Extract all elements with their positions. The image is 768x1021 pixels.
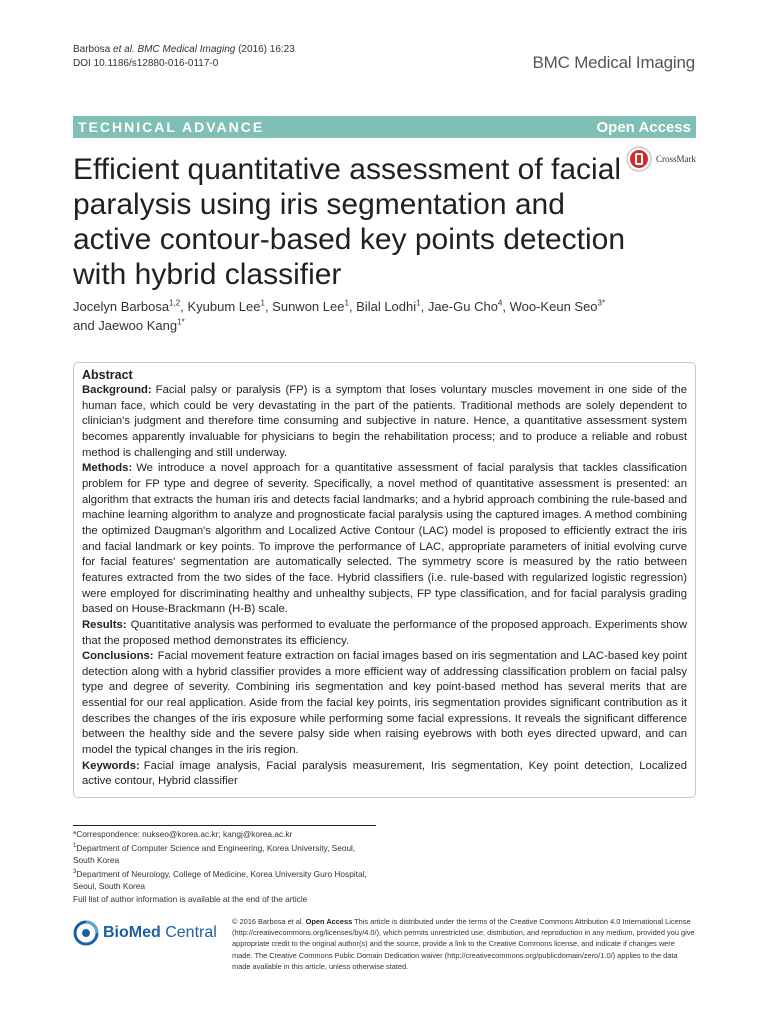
author-list <box>73 297 633 335</box>
author: Kyubum Lee$^1$, <box>187 298 273 314</box>
author: Sunwon Lee$^1$, <box>272 298 357 314</box>
results-label: Results: <box>82 618 127 631</box>
results-text: Quantitative analysis was performed to evaluate the performance of the proposed approach. Experiments show that the proposed method demonstrates its efficiency. <box>82 618 687 647</box>
author: Jocelyn Barbosa$^{1,2}$, <box>73 298 188 314</box>
article-type: TECHNICAL ADVANCE <box>78 119 265 135</box>
copyright: © 2016 Barbosa et al. <box>232 917 304 926</box>
abstract-methods <box>82 461 687 618</box>
license-open-access: Open Access <box>305 917 353 926</box>
license-body: This article is distributed under the terms of the Creative Commons Attribution 4.0 International License (http://creativecommons.org/licenses/by/4.0/), which permits unrestricted use, distribution, and reproduction in any medium, provided you give appropriate credit to the original author(s) and the source, provide a link to the Creative Commons license, and indicate if changes were made. The Creative Commons Public Domain Dedication waiver (http://creativecommons.org/publicdomain/zero/1.0/) applies to the data made available in this article, unless otherwise stated. <box>232 917 695 971</box>
license-text <box>232 916 696 972</box>
conclusions-label: Conclusions: <box>82 650 154 663</box>
correspondence: *Correspondence: nukseo@korea.ac.kr; kangj@korea.ac.kr <box>73 829 293 839</box>
methods-label: Methods: <box>82 462 133 475</box>
keywords-text: Facial image analysis, Facial paralysis measurement, Iris segmentation, Key point detection, Localized active contour, Hybrid classifier <box>82 759 687 788</box>
citation-line <box>73 43 295 57</box>
citation-year-volume: (2016) 16:23 <box>235 44 295 55</box>
citation-et-al: et al. <box>113 44 135 55</box>
abstract-conclusions <box>82 649 687 759</box>
journal-brand: BMC Medical Imaging <box>532 53 695 72</box>
conclusions-text: Facial movement feature extraction on facial images based on iris segmentation and LAC-based key point detection along with a hybrid classifier provides a more efficient way of addressing classification problem on facial palsy type and degree of severity. Combining iris segmentation and key point-based method has several merits that are essential for our real application. Aside from the facial key points, iris segmentation provides significant contribution as it describes the changes of the iris exposure while performing some facial expressions. It reveals the significant difference between the healthy side and the severe palsy side when raising eyebrows with both eyes directed upward, and can model the typical changes in the iris region. <box>82 650 687 757</box>
citation-author: Barbosa <box>73 44 111 55</box>
author: and Jaewoo Kang$^{1*}$ <box>73 317 185 333</box>
open-access-label: Open Access <box>596 118 691 136</box>
methods-text: We introduce a novel approach for a quantitative assessment of facial paralysis that tackles classification problem for FP type and degree of severity. Specifically, a novel method of quantitative assessment is presented: an algorithm that extracts the human iris and detects facial landmarks; and a hybrid approach combining the rule-based and machine learning algorithm to analyze and prognosticate facial paralysis using the captured images. A method combining the optimized Daugman's algorithm and Localized Active Contour (LAC) model is proposed to efficiently extract the iris and facial landmark or key points. To improve the performance of LAC, appropriate parameters of initial evolving curve for facial features' segmentation are automatically selected. The symmetry score is measured by the ratio between features extracted from the two sides of the face. Hybrid classifiers (i.e. rule-based with regularized logistic regression) were employed for discriminating healthy and unhealthy subjects, FP type classification, and for facial paralysis grading based on House-Brackmann (H-B) scale. <box>82 462 687 616</box>
author: Woo-Keun Seo$^{3*}$ <box>509 298 606 314</box>
crossmark-label: CrossMark <box>656 154 696 164</box>
abstract-results <box>82 618 687 649</box>
doi[interactable]: DOI 10.1186/s12880-016-0117-0 <box>73 58 219 69</box>
background-text: Facial palsy or paralysis (FP) is a symptom that loses voluntary muscles movement in one side of the human face, which could be very devastating in the part of the patients. Traditional methods are solely dependent to clinician's judgment and therefore time consuming and subjective in nature. Hence, a quantitative assessment system becomes apparently invaluable for physicians to begin the rehabilitation process; and to produce a reliable and robust method is challenging and still underway. <box>82 384 687 459</box>
footnote-divider <box>73 825 376 826</box>
full-list-note: Full list of author information is available at the end of the article <box>73 893 308 904</box>
abstract-heading: Abstract <box>82 368 133 382</box>
footnotes <box>73 828 378 905</box>
abstract-box <box>73 362 696 798</box>
keywords-label: Keywords: <box>82 759 140 772</box>
author: Jae-Gu Cho$^4$, <box>427 298 510 314</box>
header-citation <box>73 43 295 71</box>
publisher-name: BioMed Central <box>103 924 217 941</box>
author: Bilal Lodhi$^1$, <box>356 298 428 314</box>
crossmark-icon <box>626 146 652 172</box>
article-title: Efficient quantitative assessment of facial paralysis using iris segmentation and active contour-based key points detection with hybrid classifier <box>73 153 625 291</box>
background-label: Background: <box>82 384 152 396</box>
citation-journal: BMC Medical Imaging <box>137 44 236 55</box>
abstract-keywords <box>82 759 687 790</box>
affiliation-3: $^3$Department of Neurology, College of Medicine, Korea University Guro Hospital, Seoul, South Korea <box>73 869 367 892</box>
abstract-background <box>82 383 687 461</box>
affiliation-1: $^1$Department of Computer Science and Engineering, Korea University, Seoul, South Korea <box>73 842 356 866</box>
article-type-banner <box>73 116 696 138</box>
crossmark-badge[interactable] <box>626 146 696 172</box>
biomed-central-logo-icon <box>73 920 99 946</box>
publisher-logo <box>73 920 217 946</box>
